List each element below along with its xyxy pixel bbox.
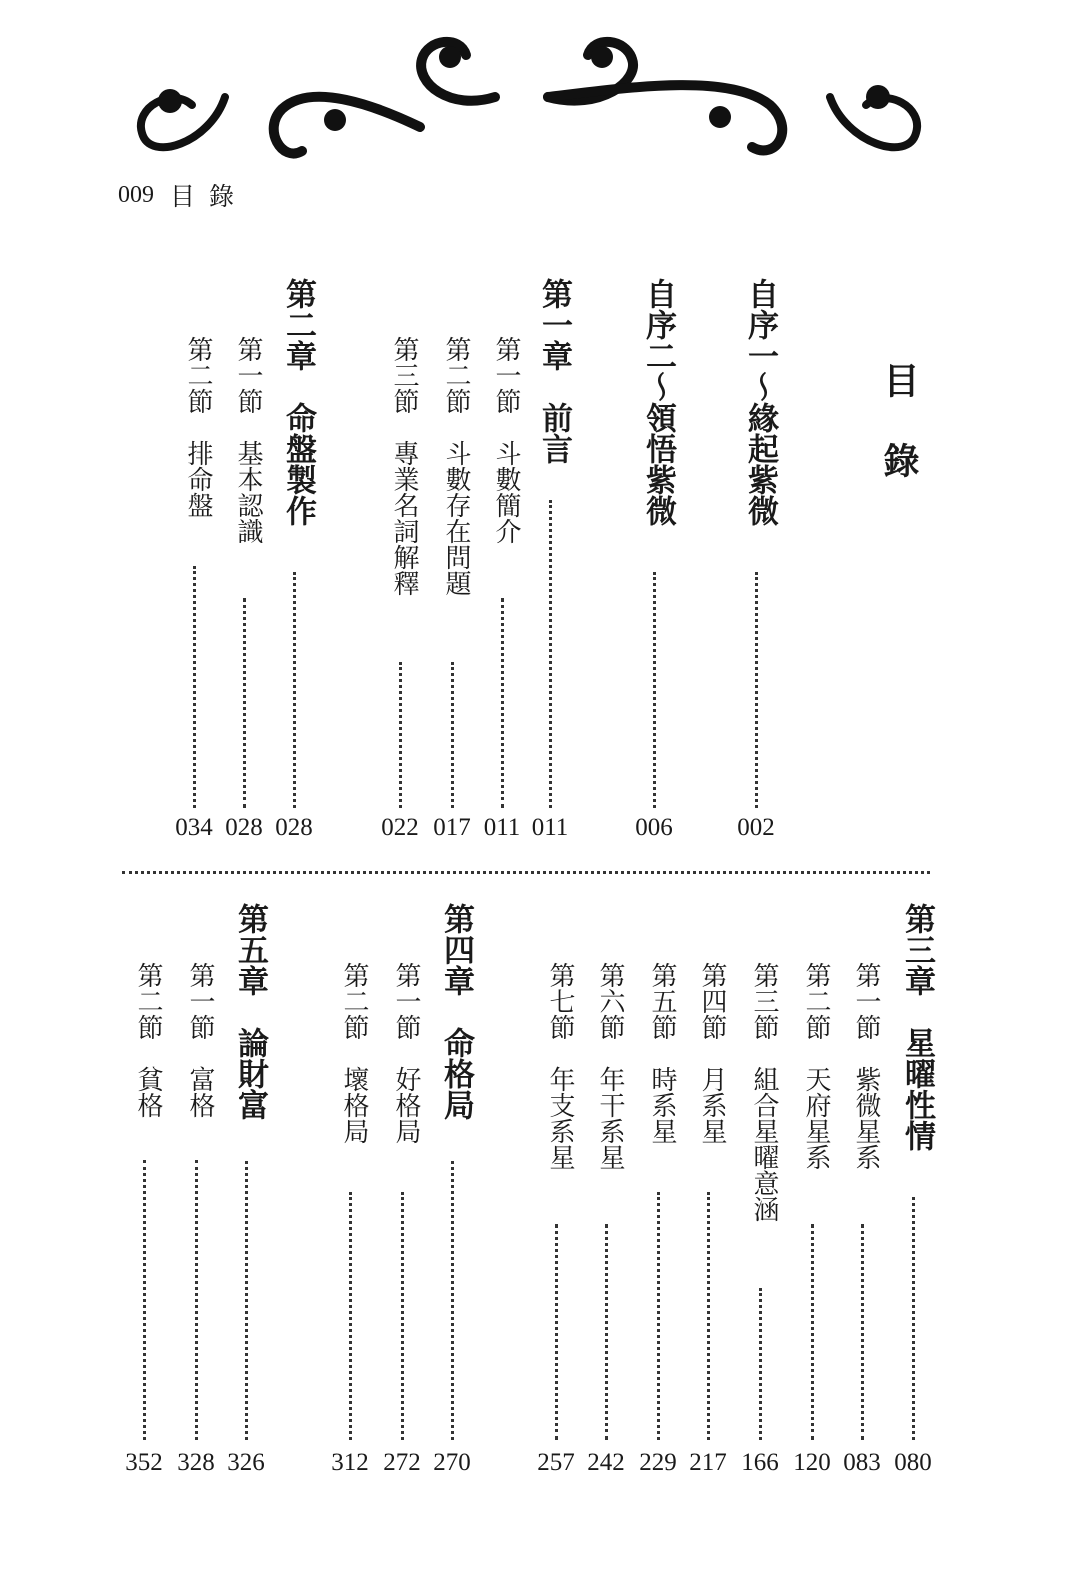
- running-header-title: 目錄: [170, 182, 249, 211]
- dot-leader: [193, 566, 196, 808]
- toc-entry-label: 第二節 天府星系: [801, 962, 831, 1170]
- dot-leader: [555, 1224, 558, 1440]
- toc-entry-label: 第六節 年干系星: [595, 962, 625, 1170]
- toc-page-number: 312: [331, 1449, 369, 1476]
- toc-entry-label: 第一節 紫微星系: [851, 962, 881, 1170]
- toc-entry-label: 第七節 年支系星: [545, 962, 575, 1170]
- toc-page-number: 028: [275, 814, 313, 841]
- dot-leader: [759, 1288, 762, 1440]
- toc-title: 目錄: [878, 362, 919, 522]
- dot-leader: [549, 500, 552, 808]
- dot-leader: [657, 1192, 660, 1440]
- toc-entry-label: 自序二～領悟紫微: [640, 278, 676, 526]
- toc-section-entry[interactable]: [688, 0, 728, 1476]
- toc-entry-label: 第一章 前言: [536, 278, 572, 464]
- toc-section-entry[interactable]: [482, 0, 522, 841]
- toc-page-number: 217: [689, 1449, 727, 1476]
- toc-entry-label: 第四章 命格局: [438, 903, 474, 1120]
- dot-leader: [501, 598, 504, 808]
- toc-page-number: 270: [433, 1449, 471, 1476]
- toc-page-number: 272: [383, 1449, 421, 1476]
- dot-leader: [451, 662, 454, 808]
- toc-chapter-entry[interactable]: [272, 0, 316, 841]
- toc-page-number: 257: [537, 1449, 575, 1476]
- toc-entry-label: 第一節 基本認識: [233, 336, 263, 544]
- toc-page-number: 011: [531, 814, 569, 841]
- dot-leader: [401, 1192, 404, 1440]
- dot-leader: [707, 1192, 710, 1440]
- toc-page-number: 017: [433, 814, 471, 841]
- toc-entry-label: 第二節 斗數存在問題: [441, 336, 471, 596]
- dot-leader: [245, 1161, 248, 1440]
- toc-page-number: 166: [741, 1449, 779, 1476]
- toc-page-number: 034: [175, 814, 213, 841]
- toc-entry-label: 第三章 星曜性情: [899, 903, 935, 1151]
- dot-leader: [399, 662, 402, 808]
- toc-page-number: 083: [843, 1449, 881, 1476]
- dot-leader: [912, 1197, 915, 1440]
- toc-page-number: 011: [483, 814, 521, 841]
- dot-leader: [349, 1192, 352, 1440]
- dot-leader: [293, 572, 296, 808]
- toc-page-number: 022: [381, 814, 419, 841]
- toc-entry-label: 第一節 斗數簡介: [491, 336, 521, 544]
- toc-page-number: 002: [737, 814, 775, 841]
- dot-leader: [605, 1224, 608, 1440]
- toc-section-entry[interactable]: [586, 0, 626, 1476]
- toc-section-entry[interactable]: [792, 0, 832, 1476]
- toc-entry-label: 自序一～緣起紫微: [742, 278, 778, 526]
- toc-entry-label: 第二章 命盤製作: [280, 278, 316, 526]
- running-header: [118, 175, 248, 215]
- dot-leader: [143, 1160, 146, 1440]
- toc-entry-label: 第四節 月系星: [697, 962, 727, 1144]
- dot-leader: [755, 572, 758, 808]
- dot-leader: [811, 1224, 814, 1440]
- toc-page-number: 006: [635, 814, 673, 841]
- toc-section-entry[interactable]: [330, 0, 370, 1476]
- toc-entry-label: 第二節 壞格局: [339, 962, 369, 1144]
- toc-page-number: 120: [793, 1449, 831, 1476]
- toc-page-number: 326: [227, 1449, 265, 1476]
- toc-page-number: 229: [639, 1449, 677, 1476]
- toc-page-number: 328: [177, 1449, 215, 1476]
- page-number: 009: [118, 181, 154, 208]
- toc-entry-label: 第三節 組合星曜意涵: [749, 962, 779, 1222]
- toc-entry-label: 第五節 時系星: [647, 962, 677, 1144]
- toc-entry-label: 第二節 貧格: [133, 962, 163, 1118]
- toc-entry-label: 第五章 論財富: [232, 903, 268, 1120]
- section-divider: [122, 871, 930, 874]
- toc-page-number: 080: [894, 1449, 932, 1476]
- toc-page-number: 242: [587, 1449, 625, 1476]
- toc-entry-label: 第二節 排命盤: [183, 336, 213, 518]
- dot-leader: [861, 1224, 864, 1440]
- toc-section-entry[interactable]: [842, 0, 882, 1476]
- toc-page-number: 352: [125, 1449, 163, 1476]
- dot-leader: [243, 598, 246, 808]
- dot-leader: [653, 572, 656, 808]
- toc-page-number: 028: [225, 814, 263, 841]
- toc-entry-label: 第一節 富格: [185, 962, 215, 1118]
- dot-leader: [195, 1160, 198, 1440]
- toc-entry-label: 第一節 好格局: [391, 962, 421, 1144]
- decorative-swirl-ornament: [130, 25, 930, 165]
- dot-leader: [451, 1161, 454, 1440]
- toc-entry-label: 第三節 專業名詞解釋: [389, 336, 419, 596]
